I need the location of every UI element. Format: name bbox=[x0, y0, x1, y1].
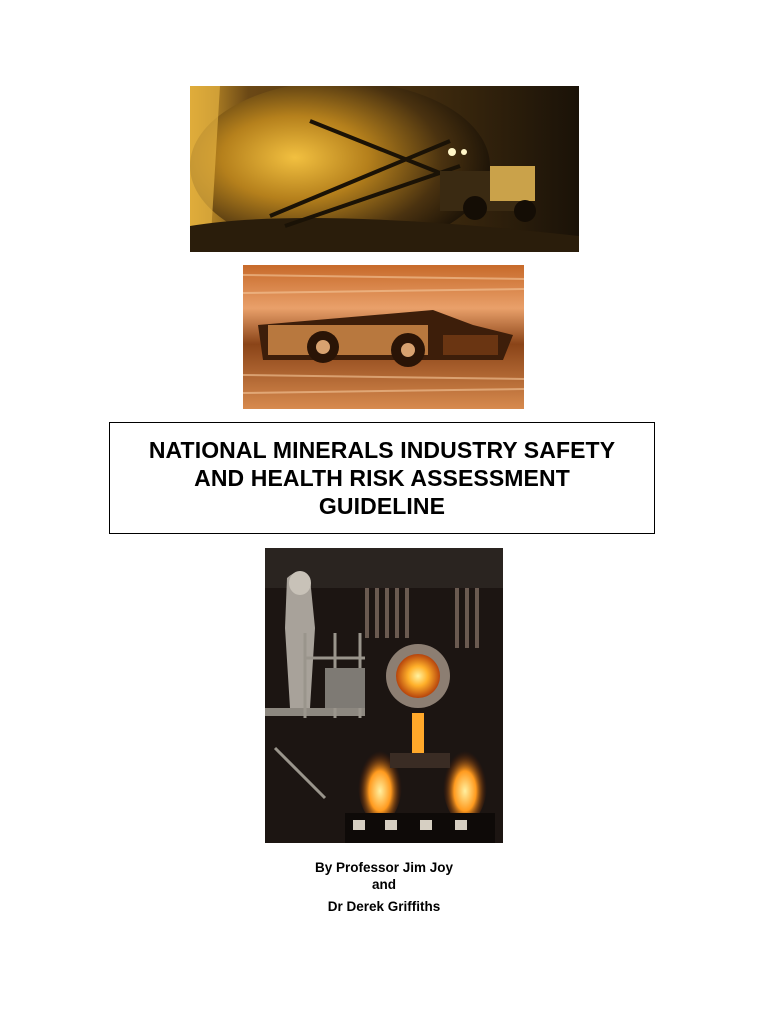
author-line-2: Dr Derek Griffiths bbox=[327, 899, 441, 914]
title-line-2: AND HEALTH RISK ASSESSMENT bbox=[194, 465, 570, 491]
title-line-1: NATIONAL MINERALS INDUSTRY SAFETY bbox=[148, 437, 616, 463]
title-box bbox=[109, 422, 655, 534]
furnace-pour-photo bbox=[265, 548, 503, 843]
underground-loader-photo bbox=[243, 265, 524, 409]
document-title bbox=[149, 436, 615, 520]
authors-block bbox=[0, 858, 768, 920]
author-line-1: By Professor Jim Joy bbox=[314, 860, 454, 875]
underground-drill-rig-photo bbox=[190, 86, 579, 252]
title-line-3: GUIDELINE bbox=[318, 493, 446, 519]
author-conjunction: and bbox=[371, 877, 396, 892]
